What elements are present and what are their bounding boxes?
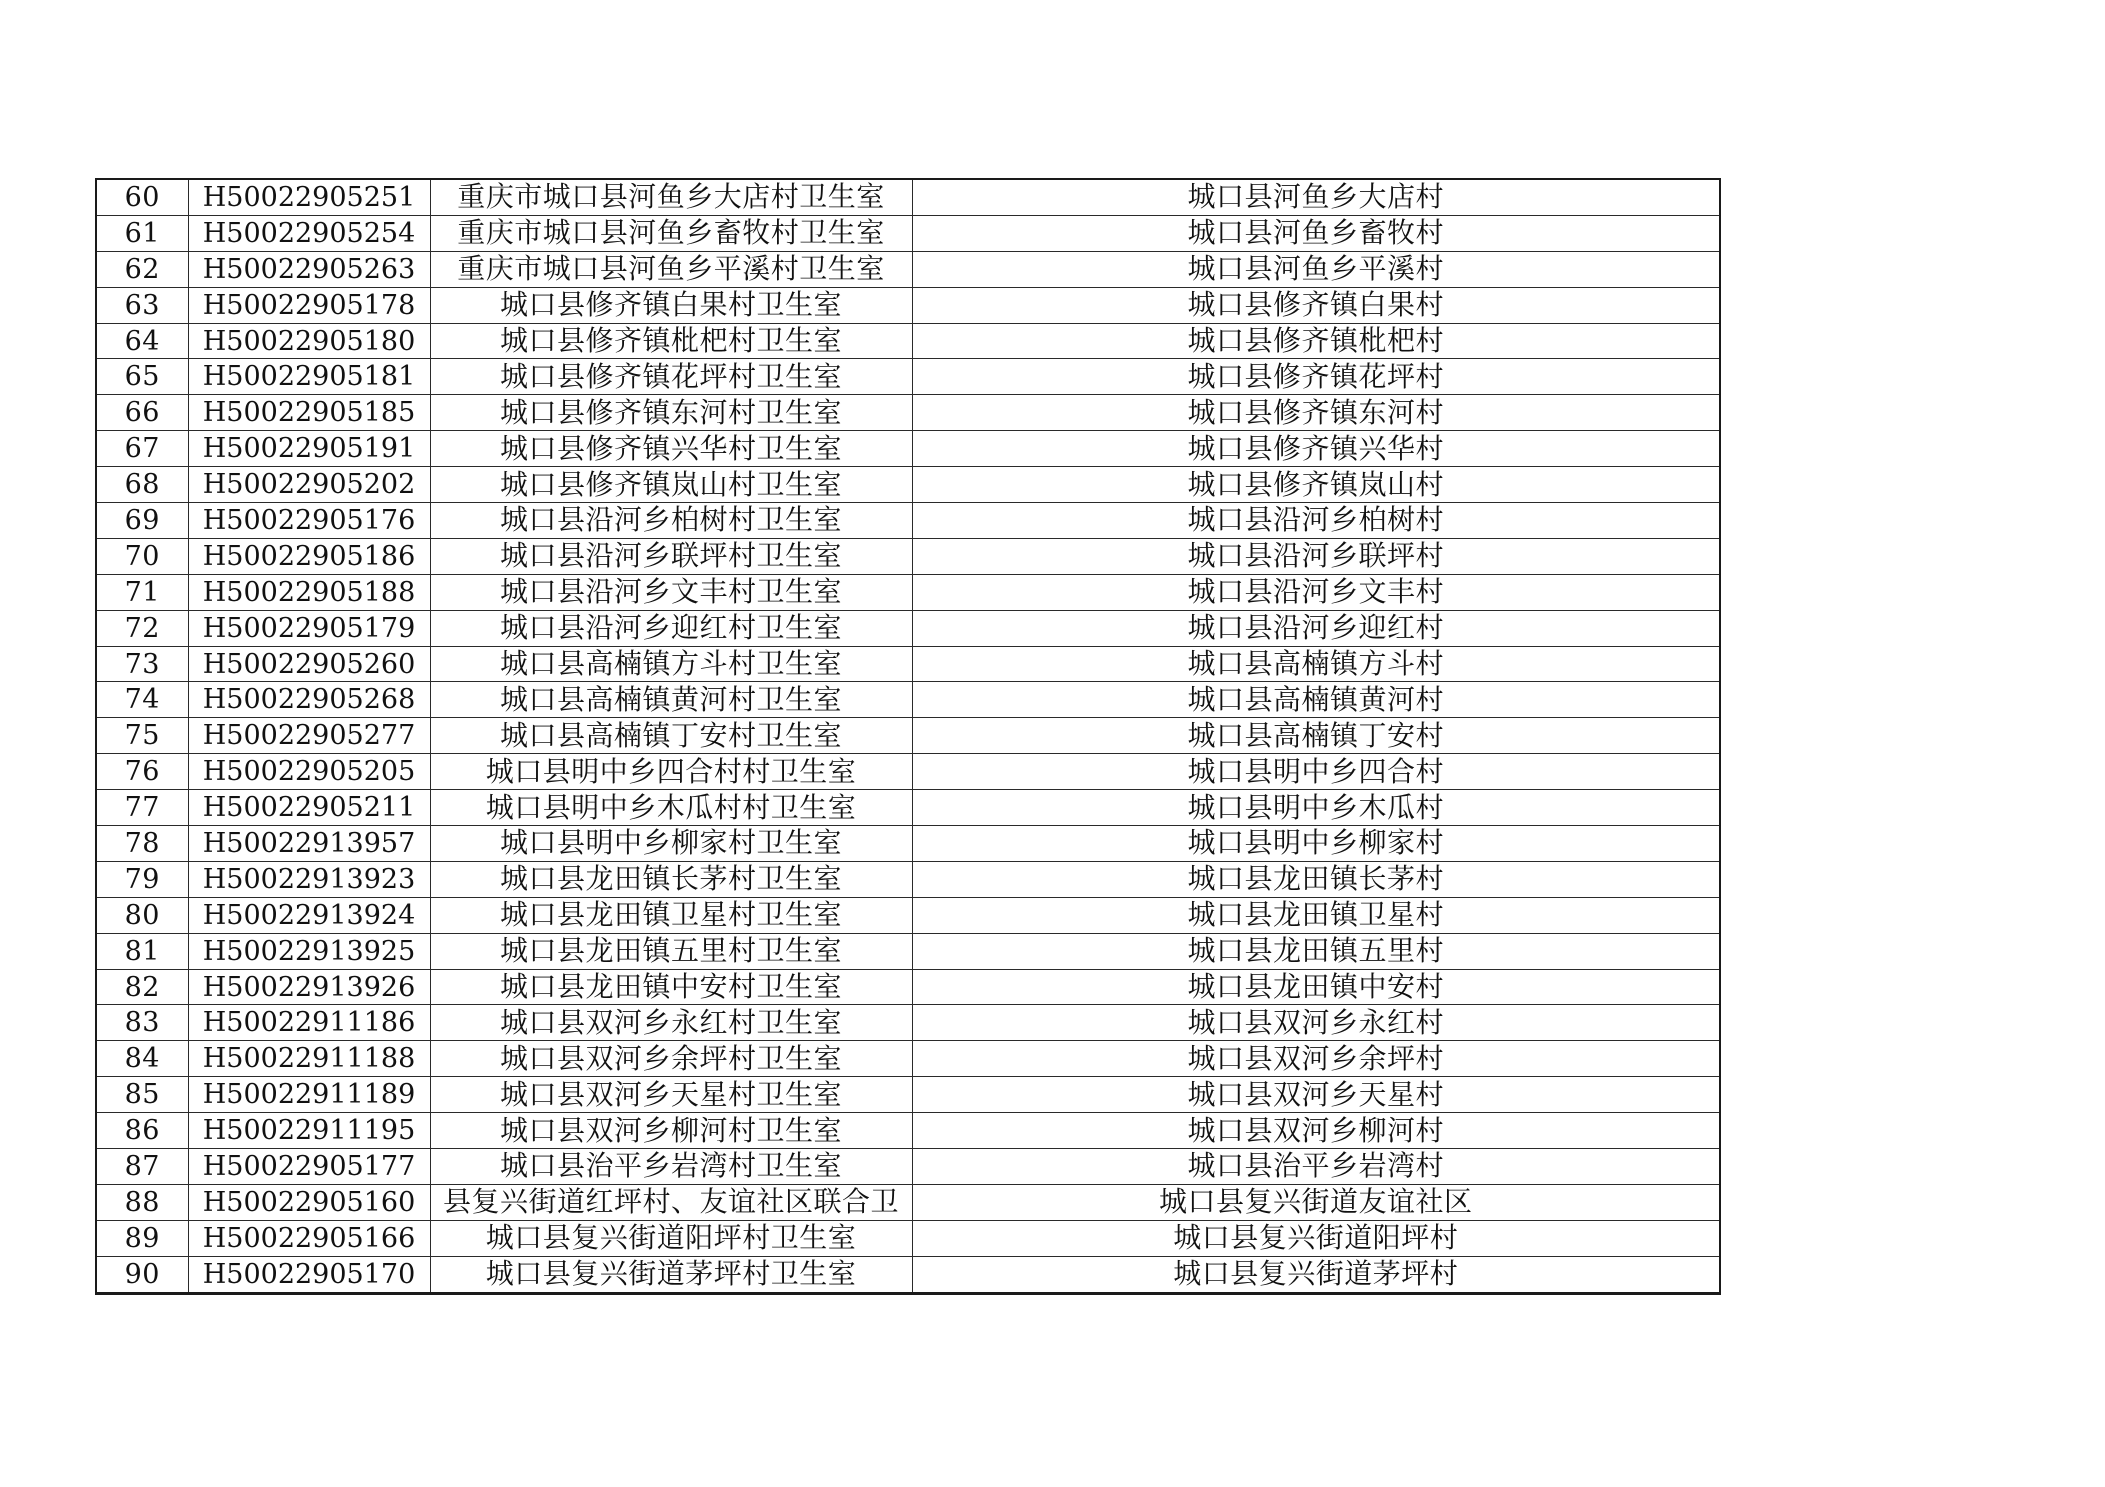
clinic-name-cell: 城口县治平乡岩湾村卫生室 xyxy=(430,1149,912,1185)
clinic-code-cell: H50022913924 xyxy=(188,897,430,933)
clinic-code-cell: H50022905263 xyxy=(188,251,430,287)
row-number-cell: 61 xyxy=(96,215,188,251)
clinic-name-cell: 城口县双河乡柳河村卫生室 xyxy=(430,1113,912,1149)
clinic-name-cell: 城口县龙田镇中安村卫生室 xyxy=(430,969,912,1005)
table-row xyxy=(96,1220,1720,1256)
row-number-cell: 86 xyxy=(96,1113,188,1149)
clinic-code-cell: H50022905254 xyxy=(188,215,430,251)
clinic-code-cell: H50022911188 xyxy=(188,1041,430,1077)
row-number-cell: 66 xyxy=(96,395,188,431)
clinic-address-cell: 城口县双河乡余坪村 xyxy=(912,1041,1720,1077)
clinic-address-cell: 城口县龙田镇卫星村 xyxy=(912,897,1720,933)
clinic-name-cell: 城口县明中乡木瓜村村卫生室 xyxy=(430,790,912,826)
clinic-name-cell: 县复兴街道红坪村、友谊社区联合卫 xyxy=(430,1184,912,1220)
table-row xyxy=(96,718,1720,754)
table-row xyxy=(96,610,1720,646)
clinic-code-cell: H50022905202 xyxy=(188,467,430,503)
clinic-code-cell: H50022905170 xyxy=(188,1256,430,1293)
row-number-cell: 82 xyxy=(96,969,188,1005)
row-number-cell: 77 xyxy=(96,790,188,826)
clinic-address-cell: 城口县沿河乡柏树村 xyxy=(912,503,1720,539)
clinic-name-cell: 城口县沿河乡柏树村卫生室 xyxy=(430,503,912,539)
table-row xyxy=(96,1005,1720,1041)
row-number-cell: 76 xyxy=(96,754,188,790)
clinic-address-cell: 城口县治平乡岩湾村 xyxy=(912,1149,1720,1185)
table-row xyxy=(96,1113,1720,1149)
row-number-cell: 67 xyxy=(96,431,188,467)
clinic-name-cell: 城口县修齐镇白果村卫生室 xyxy=(430,287,912,323)
clinic-code-cell: H50022905268 xyxy=(188,682,430,718)
clinic-address-cell: 城口县修齐镇东河村 xyxy=(912,395,1720,431)
clinic-address-cell: 城口县河鱼乡大店村 xyxy=(912,179,1720,215)
clinic-code-cell: H50022905188 xyxy=(188,574,430,610)
row-number-cell: 78 xyxy=(96,826,188,862)
clinic-address-cell: 城口县修齐镇兴华村 xyxy=(912,431,1720,467)
row-number-cell: 84 xyxy=(96,1041,188,1077)
row-number-cell: 88 xyxy=(96,1184,188,1220)
row-number-cell: 70 xyxy=(96,538,188,574)
clinic-address-cell: 城口县龙田镇中安村 xyxy=(912,969,1720,1005)
table-row xyxy=(96,1256,1720,1293)
clinic-name-cell: 城口县修齐镇花坪村卫生室 xyxy=(430,359,912,395)
clinic-code-cell: H50022905186 xyxy=(188,538,430,574)
clinic-code-cell: H50022905178 xyxy=(188,287,430,323)
table-row xyxy=(96,1184,1720,1220)
clinic-name-cell: 城口县修齐镇枇杷村卫生室 xyxy=(430,323,912,359)
clinic-code-cell: H50022905179 xyxy=(188,610,430,646)
table-row xyxy=(96,359,1720,395)
clinic-name-cell: 城口县复兴街道阳坪村卫生室 xyxy=(430,1220,912,1256)
clinic-name-cell: 重庆市城口县河鱼乡大店村卫生室 xyxy=(430,179,912,215)
row-number-cell: 63 xyxy=(96,287,188,323)
clinic-name-cell: 城口县明中乡柳家村卫生室 xyxy=(430,826,912,862)
clinic-code-cell: H50022905260 xyxy=(188,646,430,682)
table-row xyxy=(96,323,1720,359)
row-number-cell: 87 xyxy=(96,1149,188,1185)
clinic-address-cell: 城口县修齐镇白果村 xyxy=(912,287,1720,323)
clinic-code-cell: H50022913926 xyxy=(188,969,430,1005)
table-row xyxy=(96,538,1720,574)
clinic-name-cell: 城口县双河乡天星村卫生室 xyxy=(430,1077,912,1113)
table-row xyxy=(96,1077,1720,1113)
clinic-name-cell: 城口县明中乡四合村村卫生室 xyxy=(430,754,912,790)
clinic-code-cell: H50022905181 xyxy=(188,359,430,395)
table-row xyxy=(96,251,1720,287)
clinic-address-cell: 城口县明中乡四合村 xyxy=(912,754,1720,790)
clinic-code-cell: H50022905177 xyxy=(188,1149,430,1185)
clinic-code-cell: H50022905205 xyxy=(188,754,430,790)
row-number-cell: 89 xyxy=(96,1220,188,1256)
table-row xyxy=(96,431,1720,467)
table-row xyxy=(96,1041,1720,1077)
row-number-cell: 90 xyxy=(96,1256,188,1293)
clinic-code-cell: H50022911186 xyxy=(188,1005,430,1041)
table-row xyxy=(96,826,1720,862)
table-row xyxy=(96,646,1720,682)
table-row xyxy=(96,861,1720,897)
clinic-address-cell: 城口县高楠镇黄河村 xyxy=(912,682,1720,718)
row-number-cell: 83 xyxy=(96,1005,188,1041)
clinic-address-cell: 城口县河鱼乡平溪村 xyxy=(912,251,1720,287)
table-row xyxy=(96,287,1720,323)
clinic-name-cell: 城口县高楠镇丁安村卫生室 xyxy=(430,718,912,754)
table-row xyxy=(96,969,1720,1005)
clinic-code-cell: H50022905211 xyxy=(188,790,430,826)
table-row xyxy=(96,897,1720,933)
clinic-code-cell: H50022905191 xyxy=(188,431,430,467)
table-row xyxy=(96,179,1720,215)
clinic-code-cell: H50022905160 xyxy=(188,1184,430,1220)
table-row xyxy=(96,754,1720,790)
clinic-address-cell: 城口县沿河乡联坪村 xyxy=(912,538,1720,574)
clinic-name-cell: 重庆市城口县河鱼乡平溪村卫生室 xyxy=(430,251,912,287)
clinic-code-cell: H50022905277 xyxy=(188,718,430,754)
clinic-name-cell: 城口县复兴街道茅坪村卫生室 xyxy=(430,1256,912,1293)
clinic-name-cell: 城口县修齐镇兴华村卫生室 xyxy=(430,431,912,467)
clinic-name-cell: 城口县龙田镇五里村卫生室 xyxy=(430,933,912,969)
clinic-address-cell: 城口县双河乡永红村 xyxy=(912,1005,1720,1041)
row-number-cell: 74 xyxy=(96,682,188,718)
table-row xyxy=(96,395,1720,431)
clinic-address-cell: 城口县复兴街道茅坪村 xyxy=(912,1256,1720,1293)
row-number-cell: 73 xyxy=(96,646,188,682)
clinic-code-cell: H50022905180 xyxy=(188,323,430,359)
clinic-address-cell: 城口县修齐镇枇杷村 xyxy=(912,323,1720,359)
row-number-cell: 80 xyxy=(96,897,188,933)
clinic-name-cell: 城口县沿河乡联坪村卫生室 xyxy=(430,538,912,574)
clinic-code-cell: H50022905176 xyxy=(188,503,430,539)
clinic-register-table xyxy=(95,178,1721,1295)
row-number-cell: 69 xyxy=(96,503,188,539)
clinic-name-cell: 城口县沿河乡迎红村卫生室 xyxy=(430,610,912,646)
clinic-address-cell: 城口县河鱼乡畜牧村 xyxy=(912,215,1720,251)
clinic-name-cell: 城口县龙田镇长茅村卫生室 xyxy=(430,861,912,897)
clinic-address-cell: 城口县修齐镇花坪村 xyxy=(912,359,1720,395)
clinic-address-cell: 城口县复兴街道阳坪村 xyxy=(912,1220,1720,1256)
table-row xyxy=(96,503,1720,539)
clinic-code-cell: H50022905185 xyxy=(188,395,430,431)
row-number-cell: 75 xyxy=(96,718,188,754)
row-number-cell: 85 xyxy=(96,1077,188,1113)
clinic-code-cell: H50022913957 xyxy=(188,826,430,862)
clinic-address-cell: 城口县沿河乡文丰村 xyxy=(912,574,1720,610)
clinic-address-cell: 城口县龙田镇五里村 xyxy=(912,933,1720,969)
clinic-code-cell: H50022913923 xyxy=(188,861,430,897)
clinic-address-cell: 城口县复兴街道友谊社区 xyxy=(912,1184,1720,1220)
clinic-code-cell: H50022905166 xyxy=(188,1220,430,1256)
clinic-name-cell: 重庆市城口县河鱼乡畜牧村卫生室 xyxy=(430,215,912,251)
table-row xyxy=(96,467,1720,503)
row-number-cell: 71 xyxy=(96,574,188,610)
clinic-address-cell: 城口县高楠镇丁安村 xyxy=(912,718,1720,754)
clinic-address-cell: 城口县龙田镇长茅村 xyxy=(912,861,1720,897)
clinic-name-cell: 城口县高楠镇黄河村卫生室 xyxy=(430,682,912,718)
clinic-name-cell: 城口县双河乡永红村卫生室 xyxy=(430,1005,912,1041)
clinic-address-cell: 城口县双河乡柳河村 xyxy=(912,1113,1720,1149)
clinic-address-cell: 城口县明中乡柳家村 xyxy=(912,826,1720,862)
clinic-name-cell: 城口县龙田镇卫星村卫生室 xyxy=(430,897,912,933)
row-number-cell: 79 xyxy=(96,861,188,897)
table-row xyxy=(96,215,1720,251)
clinic-name-cell: 城口县沿河乡文丰村卫生室 xyxy=(430,574,912,610)
clinic-name-cell: 城口县高楠镇方斗村卫生室 xyxy=(430,646,912,682)
row-number-cell: 62 xyxy=(96,251,188,287)
row-number-cell: 72 xyxy=(96,610,188,646)
clinic-address-cell: 城口县双河乡天星村 xyxy=(912,1077,1720,1113)
row-number-cell: 65 xyxy=(96,359,188,395)
table-row xyxy=(96,574,1720,610)
row-number-cell: 60 xyxy=(96,179,188,215)
clinic-name-cell: 城口县双河乡余坪村卫生室 xyxy=(430,1041,912,1077)
clinic-code-cell: H50022905251 xyxy=(188,179,430,215)
clinic-address-cell: 城口县高楠镇方斗村 xyxy=(912,646,1720,682)
clinic-code-cell: H50022911195 xyxy=(188,1113,430,1149)
clinic-address-cell: 城口县修齐镇岚山村 xyxy=(912,467,1720,503)
clinic-code-cell: H50022913925 xyxy=(188,933,430,969)
row-number-cell: 68 xyxy=(96,467,188,503)
row-number-cell: 81 xyxy=(96,933,188,969)
table-row xyxy=(96,1149,1720,1185)
clinic-address-cell: 城口县明中乡木瓜村 xyxy=(912,790,1720,826)
row-number-cell: 64 xyxy=(96,323,188,359)
table-row xyxy=(96,790,1720,826)
clinic-name-cell: 城口县修齐镇东河村卫生室 xyxy=(430,395,912,431)
clinic-name-cell: 城口县修齐镇岚山村卫生室 xyxy=(430,467,912,503)
table-row xyxy=(96,933,1720,969)
table-body xyxy=(96,179,1720,1293)
clinic-code-cell: H50022911189 xyxy=(188,1077,430,1113)
table-row xyxy=(96,682,1720,718)
clinic-address-cell: 城口县沿河乡迎红村 xyxy=(912,610,1720,646)
